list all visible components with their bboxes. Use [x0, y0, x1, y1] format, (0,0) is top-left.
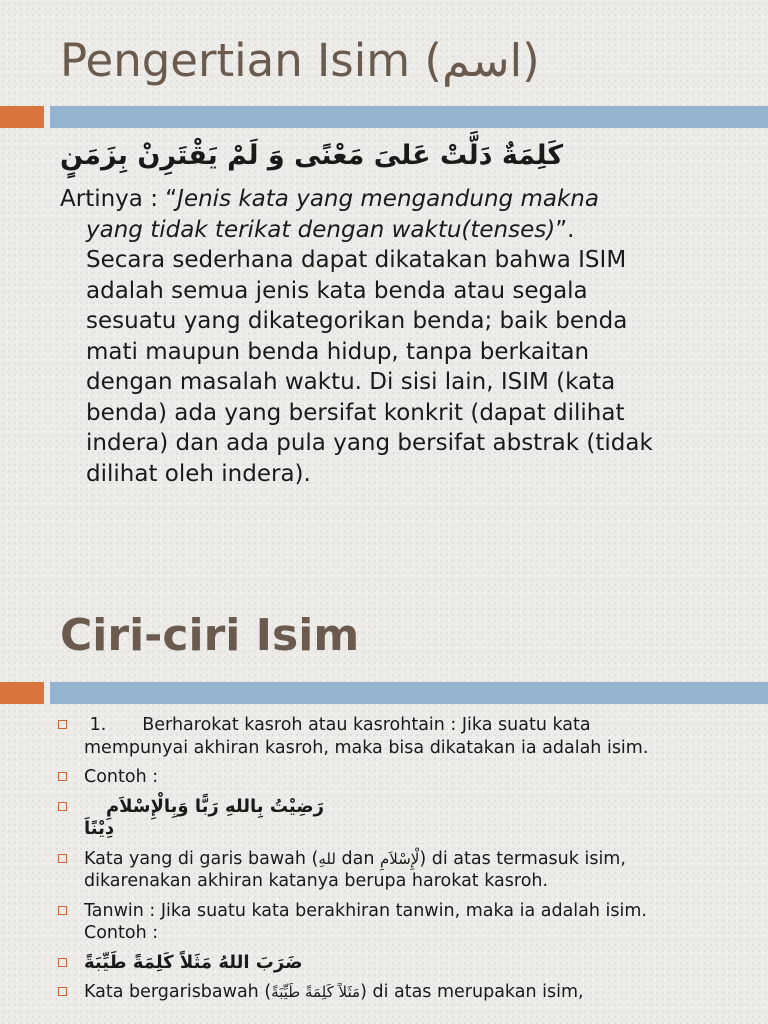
list-item: [58, 796, 748, 841]
item-text-2: Contoh :: [84, 923, 159, 943]
artinya-line-2: [60, 215, 740, 246]
list-item: [58, 900, 748, 945]
item-text-2: dikarenakan akhiran katanya berupa harokat kasroh.: [84, 871, 549, 891]
square-bullet-icon: [58, 906, 67, 915]
square-bullet-icon: [58, 772, 67, 781]
body-line: Secara sederhana dapat dikatakan bahwa ISIM: [86, 247, 627, 273]
list-item: [58, 981, 748, 1004]
slide-ciri-ciri-isim: [0, 560, 768, 1024]
arabic-example-line-2: دِيْنًاَ: [84, 818, 115, 839]
square-bullet-icon: [58, 854, 67, 863]
item-text: Berharokat kasroh atau kasrohtain : Jika suatu kata: [142, 715, 591, 735]
inline-arabic-a: مَثَلاً كَلِمَةً طَيِّبَةً: [271, 983, 361, 1001]
item-text-post: ) di atas merupakan isim,: [360, 982, 584, 1002]
square-bullet-icon: [58, 958, 67, 967]
item-text: Contoh :: [84, 767, 159, 787]
body-line: dilihat oleh indera).: [86, 460, 311, 487]
item-number: 1.: [89, 715, 107, 735]
body-line: dengan masalah waktu. Di sisi lain, ISIM (kata: [86, 369, 616, 395]
arabic-definition: كَلِمَةٌ دَلَّتْ عَلىَ مَعْنًى وَ لَمْ يَقْتَرِنْ بِزَمَنٍ: [60, 140, 564, 171]
divider-orange-block: [0, 682, 44, 704]
slide2-divider-bar: [0, 682, 768, 704]
square-bullet-icon: [58, 720, 67, 729]
slide1-divider-bar: [0, 106, 768, 128]
square-bullet-icon: [58, 987, 67, 996]
ciri-list: [58, 714, 748, 1011]
artinya-italic-2: yang tidak terikat dengan waktu(tenses): [86, 216, 556, 243]
inline-arabic-b: لْإِسْلاَمِ: [379, 849, 420, 868]
artinya-label: Artinya : “: [60, 186, 178, 212]
item-text: Tanwin : Jika suatu kata berakhiran tanwin, maka ia adalah isim.: [84, 900, 647, 921]
divider-blue-block: [50, 106, 768, 128]
item-text-mid: dan: [335, 848, 380, 869]
arabic-example-line: ضَرَبَ اللهُ مَثَلاً كَلِمَةً طَيِّبَةً: [84, 951, 303, 973]
divider-blue-block: [50, 682, 768, 704]
definition-body: [60, 184, 740, 489]
body-line: mati maupun benda hidup, tanpa berkaitan: [86, 338, 590, 365]
slide2-title: Ciri-ciri Isim: [60, 610, 360, 661]
body-line: adalah semua jenis kata benda atau segala: [86, 277, 588, 304]
artinya-italic-1: Jenis kata yang mengandung makna: [177, 186, 599, 212]
body-line: indera) dan ada pula yang bersifat abstrak (tidak: [86, 430, 653, 456]
inline-arabic-a: للهِ: [318, 849, 336, 868]
list-item: [58, 952, 748, 975]
item-text-pre: Kata bergarisbawah (: [84, 982, 272, 1002]
square-bullet-icon: [58, 802, 67, 811]
list-item: [58, 766, 748, 789]
artinya-close: ”.: [555, 216, 575, 243]
body-line: sesuatu yang dikategorikan benda; baik benda: [86, 308, 628, 334]
list-item: [58, 714, 748, 759]
arabic-example-line-1: رَضِيْتُ بِاللهِ رَبًّا وَبِالْإِسْلاَمِ: [105, 795, 324, 817]
body-line: benda) ada yang bersifat konkrit (dapat dilihat: [86, 399, 625, 426]
slide1-title: Pengertian Isim (اسم): [60, 34, 540, 87]
item-text-pre: Kata yang di garis bawah (: [84, 848, 319, 869]
divider-orange-block: [0, 106, 44, 128]
list-item: [58, 848, 748, 893]
item-text-2: mempunyai akhiran kasroh, maka bisa dikatakan ia adalah isim.: [84, 737, 649, 758]
item-text-post: ) di atas termasuk isim,: [419, 848, 626, 869]
